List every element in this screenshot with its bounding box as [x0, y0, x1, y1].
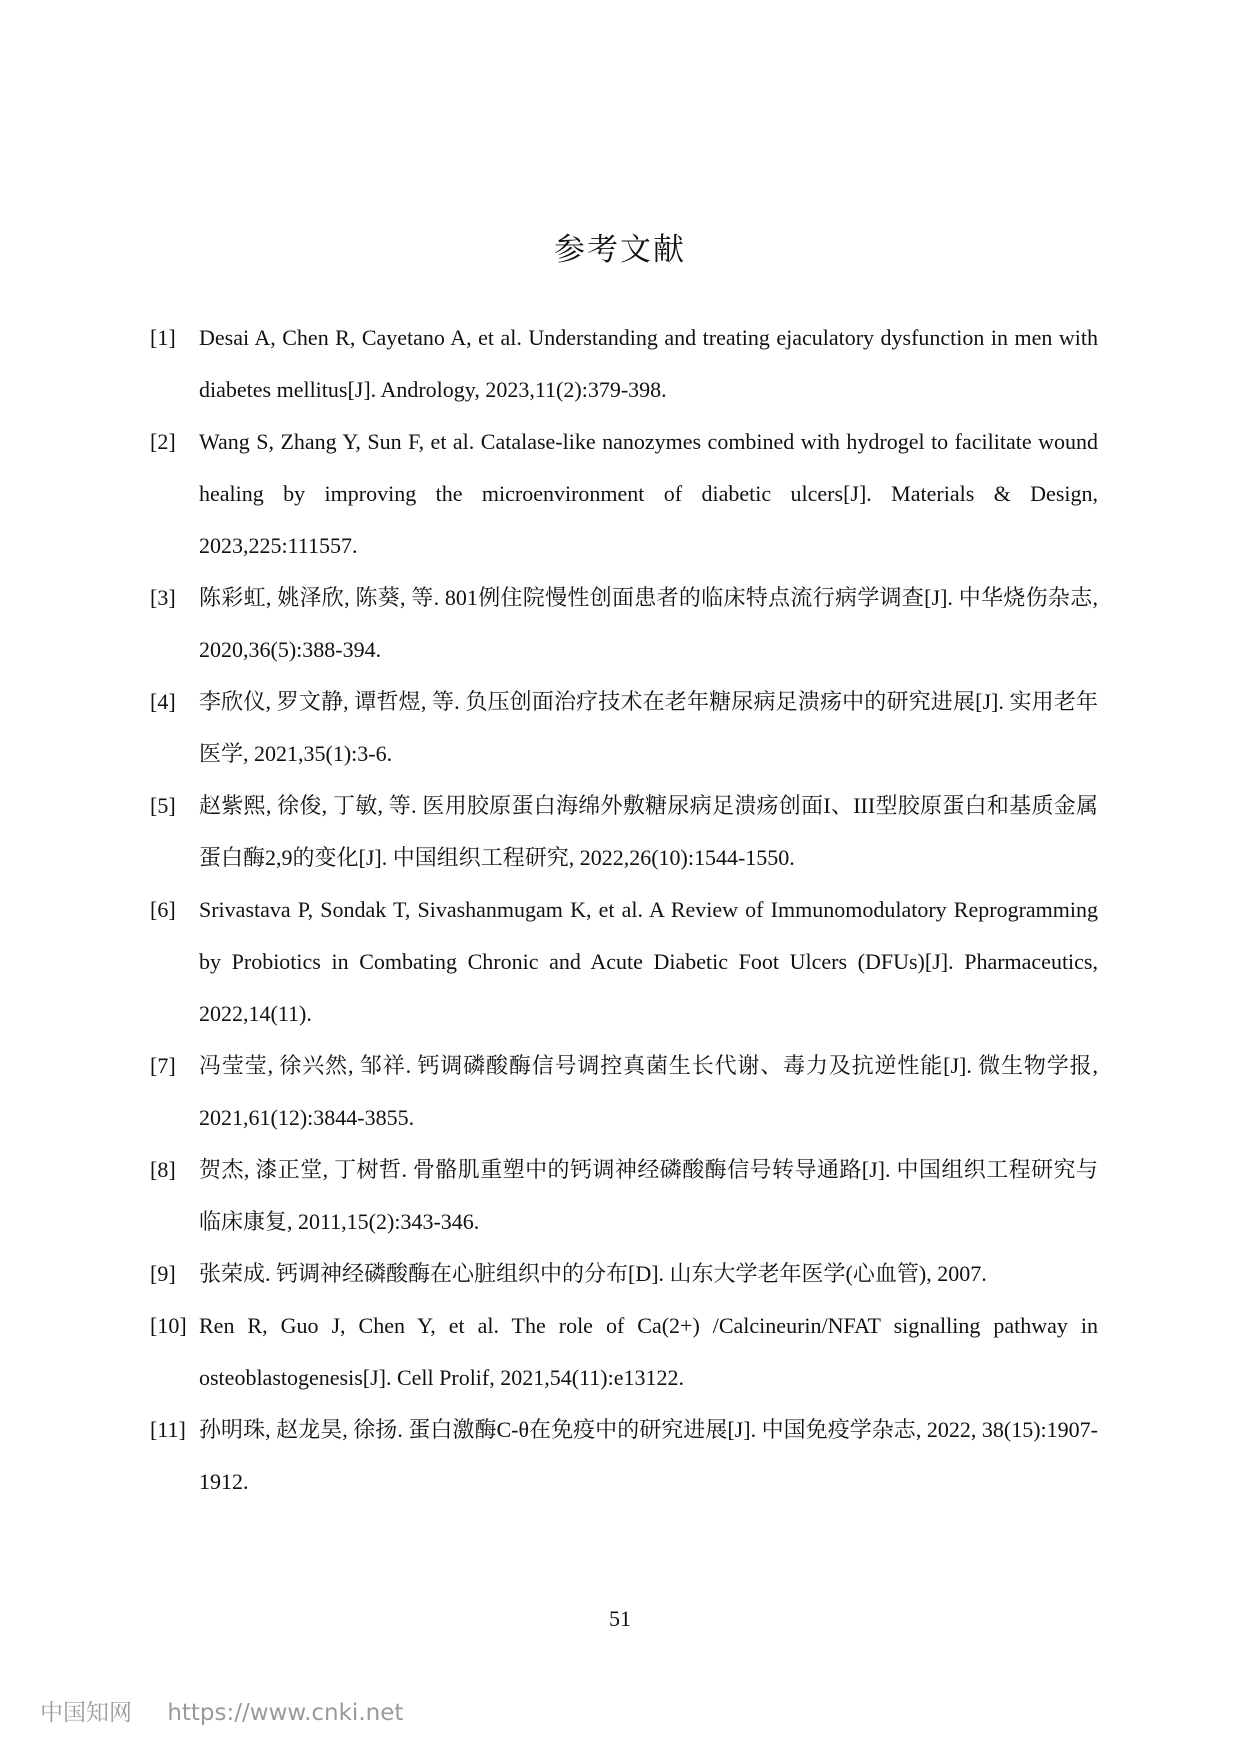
reference-number: [1] [150, 325, 176, 350]
reference-text: 李欣仪, 罗文静, 谭哲煜, 等. 负压创面治疗技术在老年糖尿病足溃疡中的研究进展[J]. 实用老年医学, 2021,35(1):3-6. [199, 689, 1098, 766]
reference-number: [3] [150, 585, 176, 610]
reference-text: 孙明珠, 赵龙昊, 徐扬. 蛋白激酶C-θ在免疫中的研究进展[J]. 中国免疫学杂志, 2022, 38(15):1907-1912. [199, 1417, 1098, 1494]
reference-text: Desai A, Chen R, Cayetano A, et al. Understanding and treating ejaculatory dysfunction in men with diabetes mellitus[J]. Andrology, 2023,11(2):379-398. [199, 325, 1098, 402]
footer-watermark [40, 1694, 403, 1727]
reference-number: [4] [150, 689, 176, 714]
reference-item [150, 312, 1098, 416]
reference-item [150, 1248, 1098, 1300]
reference-text: 张荣成. 钙调神经磷酸酶在心脏组织中的分布[D]. 山东大学老年医学(心血管), 2007. [199, 1261, 987, 1286]
reference-item [150, 780, 1098, 884]
page-number: 51 [609, 1606, 631, 1631]
reference-text: Ren R, Guo J, Chen Y, et al. The role of Ca(2+) /Calcineurin/NFAT signalling pathway in osteoblastogenesis[J]. Cell Prolif, 2021,54(11):e13122. [199, 1313, 1098, 1390]
reference-number: [5] [150, 793, 176, 818]
reference-number: [11] [150, 1417, 186, 1442]
footer-brand: 中国知网 [40, 1700, 132, 1726]
page-title: 参考文献 [554, 231, 686, 268]
reference-item [150, 1144, 1098, 1248]
reference-item [150, 416, 1098, 572]
reference-number: [9] [150, 1261, 176, 1286]
reference-number: [7] [150, 1053, 176, 1078]
reference-item [150, 572, 1098, 676]
reference-text: 贺杰, 漆正堂, 丁树哲. 骨骼肌重塑中的钙调神经磷酸酶信号转导通路[J]. 中国组织工程研究与临床康复, 2011,15(2):343-346. [199, 1157, 1098, 1234]
reference-number: [6] [150, 897, 176, 922]
reference-number: [2] [150, 429, 176, 454]
reference-text: 冯莹莹, 徐兴然, 邹祥. 钙调磷酸酶信号调控真菌生长代谢、毒力及抗逆性能[J]. 微生物学报, 2021,61(12):3844-3855. [199, 1053, 1098, 1130]
reference-item [150, 676, 1098, 780]
reference-text: Wang S, Zhang Y, Sun F, et al. Catalase-like nanozymes combined with hydrogel to facilitate wound healing by improving the microenvironment of diabetic ulcers[J]. Materials & Design, 2023,225:111557. [199, 429, 1098, 558]
reference-number: [8] [150, 1157, 176, 1182]
reference-text: 陈彩虹, 姚泽欣, 陈葵, 等. 801例住院慢性创面患者的临床特点流行病学调查[J]. 中华烧伤杂志, 2020,36(5):388-394. [199, 585, 1098, 662]
reference-item [150, 1040, 1098, 1144]
reference-text: Srivastava P, Sondak T, Sivashanmugam K, et al. A Review of Immunomodulatory Reprogramming by Probiotics in Combating Chronic and Acute Diabetic Foot Ulcers (DFUs)[J]. Pharmaceutics, 2022,14(11). [199, 897, 1098, 1026]
footer-url[interactable]: https://www.cnki.net [167, 1700, 404, 1726]
reference-number: [10] [150, 1313, 187, 1338]
reference-item [150, 1404, 1098, 1508]
reference-list [150, 312, 1098, 1508]
reference-text: 赵紫熙, 徐俊, 丁敏, 等. 医用胶原蛋白海绵外敷糖尿病足溃疡创面I、III型胶原蛋白和基质金属蛋白酶2,9的变化[J]. 中国组织工程研究, 2022,26(10):1544-1550. [199, 793, 1098, 870]
reference-item [150, 884, 1098, 1040]
reference-item [150, 1300, 1098, 1404]
